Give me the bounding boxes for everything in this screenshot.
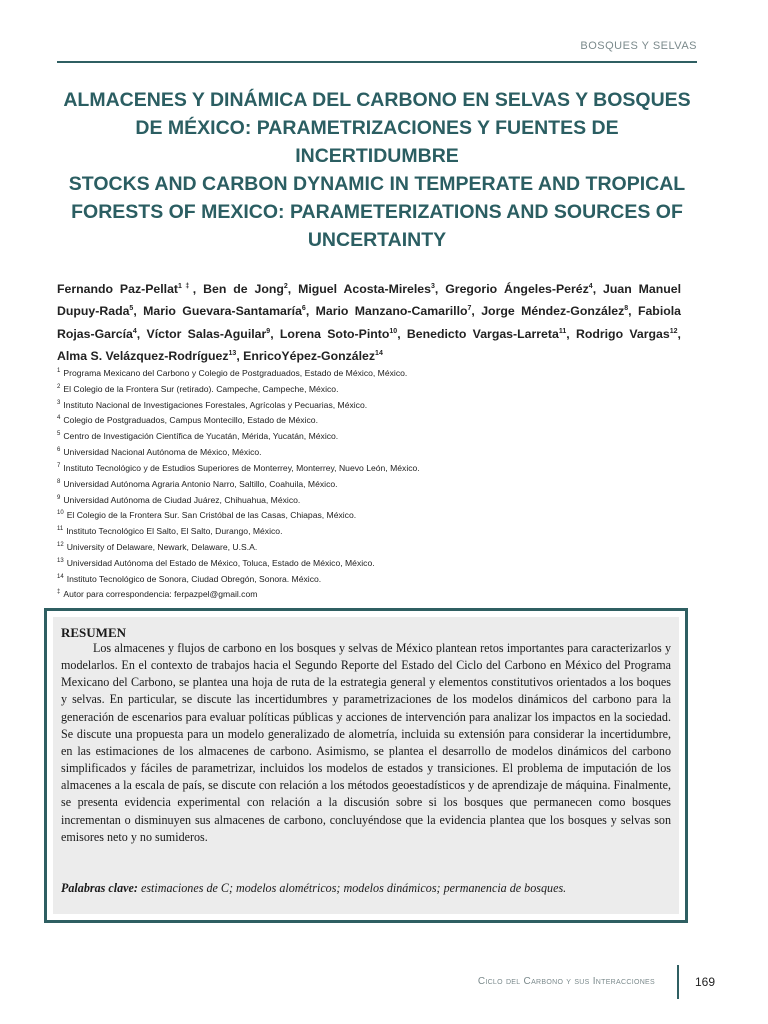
- affiliation-marker: 5: [57, 431, 61, 438]
- author-affiliation-marker: 10: [389, 327, 398, 335]
- author-name: Fernando Paz-Pellat: [57, 282, 179, 297]
- title-english: [57, 170, 697, 254]
- affiliation-text: Instituto Nacional de Investigaciones Forestales, Agrícolas y Pecuarias, México.: [63, 399, 368, 410]
- author-name: Jorge Méndez-González: [481, 304, 625, 319]
- author-name: Alma S. Velázquez-Rodríguez: [57, 349, 229, 364]
- author-name: Juan Manuel Dupuy-Rada: [57, 282, 681, 319]
- page-number: 169: [695, 975, 716, 989]
- affiliation-marker: 2: [57, 383, 61, 390]
- keywords: [61, 880, 671, 897]
- affiliation-marker: 4: [57, 415, 61, 422]
- affiliation-marker: 13: [57, 557, 64, 564]
- affiliation-item: [57, 492, 697, 508]
- title-english-line-1: STOCKS AND CARBON DYNAMIC IN TEMPERATE AND TROPICAL: [68, 173, 686, 195]
- affiliation-text: Instituto Tecnológico El Salto, El Salto, Durango, México.: [66, 525, 283, 536]
- affiliation-item: [57, 460, 697, 476]
- header-rule: [57, 61, 697, 63]
- affiliation-marker: 9: [57, 494, 61, 501]
- author-affiliation-marker: 4: [132, 327, 137, 335]
- affiliation-list: [57, 365, 697, 602]
- keywords-values: estimaciones de C; modelos alométricos; modelos dinámicos; permanencia de bosques.: [140, 881, 567, 895]
- author-name: Benedicto Vargas-Larreta: [406, 326, 559, 341]
- affiliation-marker: ‡: [57, 589, 61, 596]
- affiliation-marker: 10: [57, 510, 64, 517]
- author-affiliation-marker: 8: [624, 305, 629, 313]
- affiliation-text: Programa Mexicano del Carbono y Colegio de Postgraduados, Estado de México, México.: [63, 367, 408, 378]
- affiliation-item: [57, 428, 697, 444]
- affiliation-item: [57, 444, 697, 460]
- author-affiliation-marker: 2: [283, 283, 288, 290]
- affiliation-text: Centro de Investigación Científica de Yucatán, Mérida, Yucatán, México.: [63, 431, 339, 442]
- header-section-label: BOSQUES Y SELVAS: [580, 40, 697, 52]
- affiliation-text: Instituto Tecnológico y de Estudios Superiores de Monterrey, Monterrey, Nuevo León, México.: [63, 462, 420, 473]
- affiliation-text: Autor para correspondencia: ferpazpel@gmail.com: [63, 589, 258, 600]
- author-affiliation-marker: 9: [266, 327, 271, 335]
- title-spanish-line-1: ALMACENES Y DINÁMICA DEL CARBONO EN SELVAS Y BOSQUES: [63, 89, 691, 111]
- affiliation-item: [57, 476, 697, 492]
- affiliation-text: Colegio de Postgraduados, Campus Montecillo, Estado de México.: [63, 415, 318, 426]
- affiliation-item: [57, 412, 697, 428]
- author-name: Ben de Jong: [203, 282, 284, 297]
- affiliation-item: [57, 539, 697, 555]
- author-affiliation-marker: 1‡: [178, 283, 193, 290]
- affiliation-marker: 14: [57, 573, 64, 580]
- author-name: Rodrigo Vargas: [575, 326, 670, 341]
- affiliation-item: [57, 397, 697, 413]
- abstract-text: Los almacenes y flujos de carbono en los bosques y selvas de México plantean retos importantes para caracterizarlos y modelarlos. En el contexto de trabajos hacia el Segundo Reporte del Estado del Ciclo del Carbono en México del Programa Mexicano del Carbono, se plantea una hoja de ruta de la estrategia general y elementos constitutivos orientados a los boques y selvas. En particular, se discute las incertidumbres y parametrizaciones de los modelos dinámicos del carbono para la generación de escenarios para evaluar políticas públicas y acciones de intervención para analizar los impactos en la sociedad. Se discute una propuesta para un modelo generalizado de alometría, incluida su extensión para considerar la incertidumbre, en las estimaciones de los almacenes de carbono. Asimismo, se plantea el desarrollo de modelos dinámicos del carbono simplificados y fáciles de parametrizar, incluidos los modelos de estados y transiciones. El problema de imputación de los almacenes a la escala de país, se discute con relación a los métodos geoestadísticos y de aprendizaje de máquina. Finalmente, se presenta evidencia experimental con relación a la discusión sobre si los bosques que permanecen como bosques incrementan o disminuyen sus almacenes de carbono, concluyéndose que la evidencia plantea que los bosques y selvas son emisores neto y no sumideros.: [61, 641, 671, 844]
- affiliation-marker: 8: [57, 478, 61, 485]
- abstract-heading: RESUMEN: [61, 625, 127, 640]
- title-english-line-3: UNCERTAINTY: [307, 229, 447, 251]
- author-affiliation-marker: 3: [430, 283, 435, 290]
- affiliation-text: Universidad Autónoma del Estado de México, Toluca, Estado de México, México.: [66, 557, 375, 568]
- author-name: Gregorio Ángeles-Peréz: [445, 282, 589, 297]
- author-name: Víctor Salas-Aguilar: [146, 326, 267, 341]
- footer-divider: [677, 965, 679, 999]
- affiliation-item: [57, 507, 697, 523]
- affiliation-item: [57, 586, 697, 602]
- author-affiliation-marker: 14: [375, 350, 383, 358]
- author-name: EnricoYépez-González: [243, 349, 376, 364]
- affiliation-text: Universidad Autónoma de Ciudad Juárez, Chihuahua, México.: [63, 494, 301, 505]
- author-name: Lorena Soto-Pinto: [279, 326, 390, 341]
- abstract-box: [44, 608, 688, 923]
- affiliation-marker: 12: [57, 541, 64, 548]
- affiliation-item: [57, 381, 697, 397]
- affiliation-text: Universidad Nacional Autónoma de México, México.: [63, 446, 262, 457]
- author-affiliation-marker: 6: [301, 305, 306, 313]
- title-english-line-2: FORESTS OF MEXICO: PARAMETERIZATIONS AND SOURCES OF: [71, 201, 683, 223]
- footer-journal-name: Ciclo del Carbono y sus Interacciones: [477, 976, 655, 987]
- affiliation-marker: 6: [57, 447, 61, 454]
- author-affiliation-marker: 11: [558, 327, 567, 335]
- affiliation-item: [57, 523, 697, 539]
- affiliation-marker: 1: [57, 368, 61, 374]
- abstract-panel: [53, 617, 679, 914]
- title-spanish-line-2: DE MÉXICO: PARAMETRIZACIONES Y FUENTES DE INCERTIDUMBRE: [135, 117, 619, 167]
- keywords-label: Palabras clave:: [61, 881, 138, 895]
- affiliation-item: [57, 571, 697, 587]
- affiliation-text: Universidad Autónoma Agraria Antonio Narro, Saltillo, Coahuila, México.: [63, 478, 338, 489]
- affiliation-item: [57, 555, 697, 571]
- author-affiliation-marker: 5: [129, 305, 134, 313]
- author-affiliation-marker: 12: [669, 327, 678, 335]
- author-affiliation-marker: 7: [467, 305, 472, 313]
- author-list: Fernando Paz-Pellat$^{1\ddagger}$, Ben de Jong$^2$, Miguel Acosta-Mireles$^3$, Gregorio Ángeles-Peréz$^4$, Juan Manuel Dupuy-Rada$^5$, Mario Guevara-Santamaría$^6$, Mario Manzano-Camarillo$^7$, Jorge Méndez-González$^8$, Fabiola Rojas-García$^4$, Víctor Salas-Aguilar$^9$, Lorena Soto-Pinto$^{10}$, Benedicto Vargas-Larreta$^{11}$, Rodrigo Vargas$^{12}$, Alma S. Velázquez-Rodríguez$^{13}$, EnricoYépez-González$^{14}$: [57, 282, 681, 364]
- affiliation-marker: 11: [57, 526, 64, 533]
- author-name: Mario Guevara-Santamaría: [143, 304, 302, 319]
- affiliation-text: Instituto Tecnológico de Sonora, Ciudad Obregón, Sonora. México.: [66, 573, 322, 584]
- author-name: Miguel Acosta-Mireles: [298, 282, 431, 297]
- title-spanish: [57, 86, 697, 170]
- author-name: Mario Manzano-Camarillo: [315, 304, 468, 319]
- author-name: Fabiola Rojas-García: [57, 304, 681, 341]
- affiliation-item: [57, 365, 697, 381]
- affiliation-marker: 7: [57, 462, 61, 469]
- affiliation-text: University of Delaware, Newark, Delaware, U.S.A.: [66, 541, 258, 552]
- affiliation-text: El Colegio de la Frontera Sur. San Cristóbal de las Casas, Chiapas, México.: [66, 510, 357, 521]
- author-affiliation-marker: 4: [588, 283, 593, 290]
- affiliation-text: El Colegio de la Frontera Sur (retirado). Campeche, Campeche, México.: [63, 383, 339, 394]
- author-affiliation-marker: 13: [228, 350, 237, 358]
- affiliation-marker: 3: [57, 399, 61, 406]
